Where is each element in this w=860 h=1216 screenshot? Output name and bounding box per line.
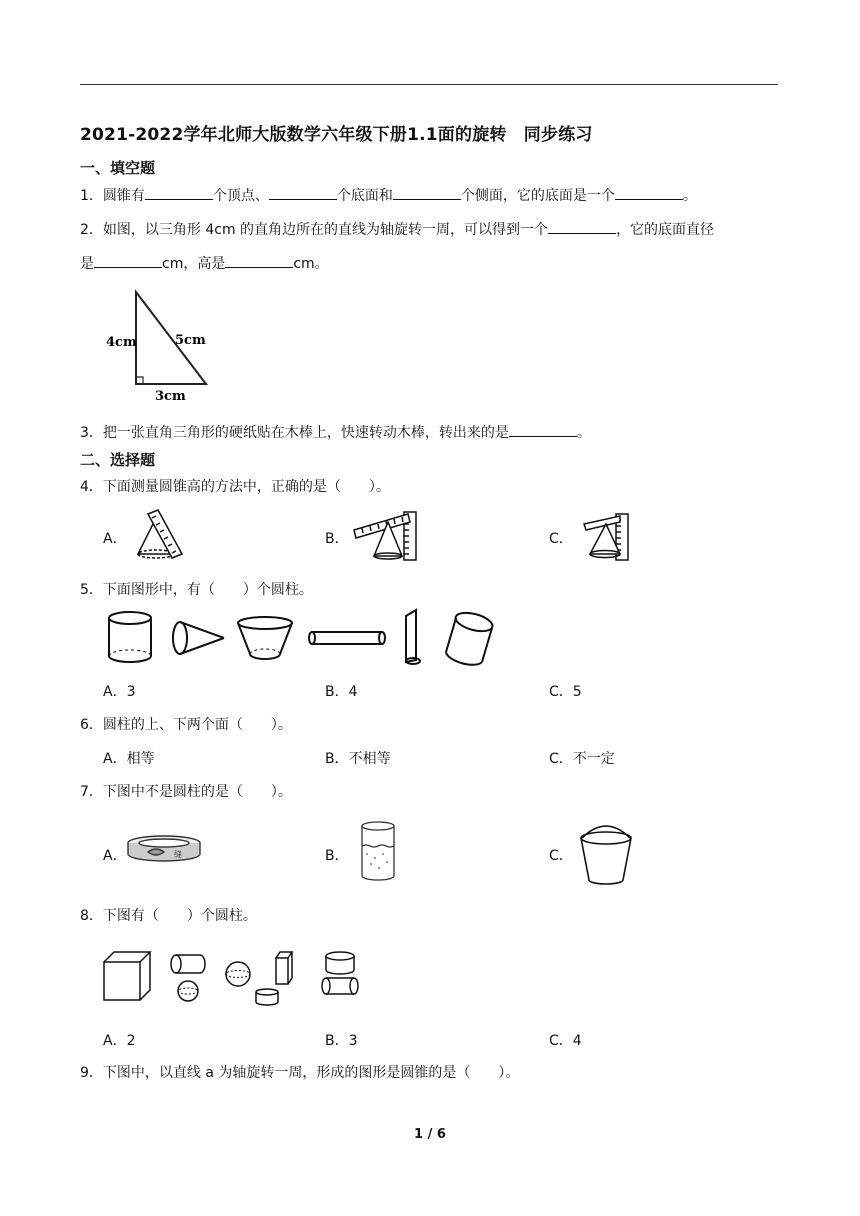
question-5: 5．下面图形中，有（ ）个圆柱。 [80,582,313,598]
cone-shape [173,622,224,654]
answer-blank[interactable] [548,219,616,234]
option-b[interactable]: B．不相等 [325,751,391,767]
option-b[interactable]: B．3 [325,1033,358,1049]
option-c[interactable]: C．5 [549,684,582,700]
answer-blank[interactable] [269,185,337,200]
option-c[interactable]: C．4 [549,1033,582,1049]
cone-ruler-image-a [130,510,186,562]
label-3cm: 3cm [155,389,186,404]
tape-label: 缝 [174,850,182,859]
label-4cm: 4cm [106,335,137,350]
option-c[interactable]: C． [549,531,573,547]
answer-blank[interactable] [145,185,213,200]
sphere-shape [178,981,198,1001]
cone-ruler-image-b [352,508,422,564]
water-cup-image [356,820,402,884]
option-b[interactable]: B．4 [325,684,358,700]
q1-text-b: 个顶点、 [212,188,269,204]
q2-text-c: 是 [80,256,94,272]
cup-bottom [362,876,394,880]
q3-text: 3．把一张直角三角形的硬纸贴在木棒上，快速转动木棒，转出来的是 [80,425,509,441]
question-2-line-1 [80,219,714,240]
upright-cylinder-shape [326,952,354,974]
question-4: 4．下面测量圆锥高的方法中，正确的是（ ）。 [80,479,390,495]
label-5cm: 5cm [175,333,206,348]
cube-shape [104,952,150,1000]
q1-text-d: 个侧面，它的底面是一个 [460,188,615,204]
tilted-cylinder-shape [446,609,494,664]
question-3 [80,422,591,443]
frustum-shape [238,617,292,659]
question-9: 9．下图中，以直线 a 为轴旋转一周，形成的图形是圆锥的是（ ）。 [80,1065,520,1081]
page-number: 1 / 6 [414,1127,446,1142]
horizontal-cylinder-shape [171,955,205,973]
option-c[interactable]: C．不一定 [549,751,615,767]
question-8: 8．下图有（ ）个圆柱。 [80,908,257,924]
water-surface [362,845,394,847]
option-a[interactable]: A． [103,848,127,864]
answer-blank[interactable] [393,185,461,200]
question-2-line-2 [80,253,329,274]
answer-blank[interactable] [615,185,683,200]
lying-cylinder-shape [322,978,358,994]
option-a[interactable]: A．3 [103,684,136,700]
q2-text-b: ，它的底面直径 [616,222,715,238]
right-triangle-figure [100,286,220,406]
rectangular-prism-shape [276,952,292,984]
water-dots [366,854,388,868]
bucket-rim [581,832,631,844]
answer-blank[interactable] [225,253,293,268]
section-fill-blank: 一、填空题 [80,159,156,177]
fish-mark [148,849,164,855]
q2-text: 2．如图，以三角形 4cm 的直角边所在的直线为轴旋转一周，可以得到一个 [80,222,549,238]
solids-figure-q5 [104,606,499,668]
question-7: 7．下图中不是圆柱的是（ ）。 [80,784,292,800]
answer-blank[interactable] [509,422,577,437]
option-a[interactable]: A． [103,531,127,547]
right-angle-mark [136,377,143,384]
section-multiple-choice: 二、选择题 [80,451,156,469]
tape-hole [139,839,189,847]
option-c[interactable]: C． [549,848,573,864]
option-a[interactable]: A．2 [103,1033,136,1049]
option-a[interactable]: A．相等 [103,751,155,767]
q1-text-e: 。 [682,188,697,204]
option-b[interactable]: B． [325,848,349,864]
sphere-shape [226,962,250,986]
cylinder-shape [109,612,151,662]
tape-roll-image [126,834,202,864]
option-b[interactable]: B． [325,531,349,547]
q3-text-b: 。 [576,425,591,441]
solids-figure-q8 [100,948,362,1004]
cone-ruler-image-c [580,510,636,562]
bucket-bottom [589,880,623,884]
slanted-cylinder-shape [406,610,420,664]
cup-rim [362,822,394,830]
bucket-image [576,818,636,888]
answer-blank[interactable] [94,253,162,268]
question-6: 6．圆柱的上、下两个面（ ）。 [80,717,292,733]
q1-number: 1． [80,188,103,204]
q2-text-d: cm，高是 [162,256,226,272]
short-cylinder-shape [256,989,278,1005]
header-rule [80,84,778,85]
question-1 [80,185,697,206]
q2-text-e: cm。 [293,256,329,272]
q1-text-a: 圆锥有 [102,188,145,204]
page-title: 2021-2022学年北师大版数学六年级下册1.1面的旋转 同步练习 [80,125,593,145]
rod-shape [309,632,385,644]
q1-text-c: 个底面和 [336,188,393,204]
ruler-horizontal [584,516,620,530]
